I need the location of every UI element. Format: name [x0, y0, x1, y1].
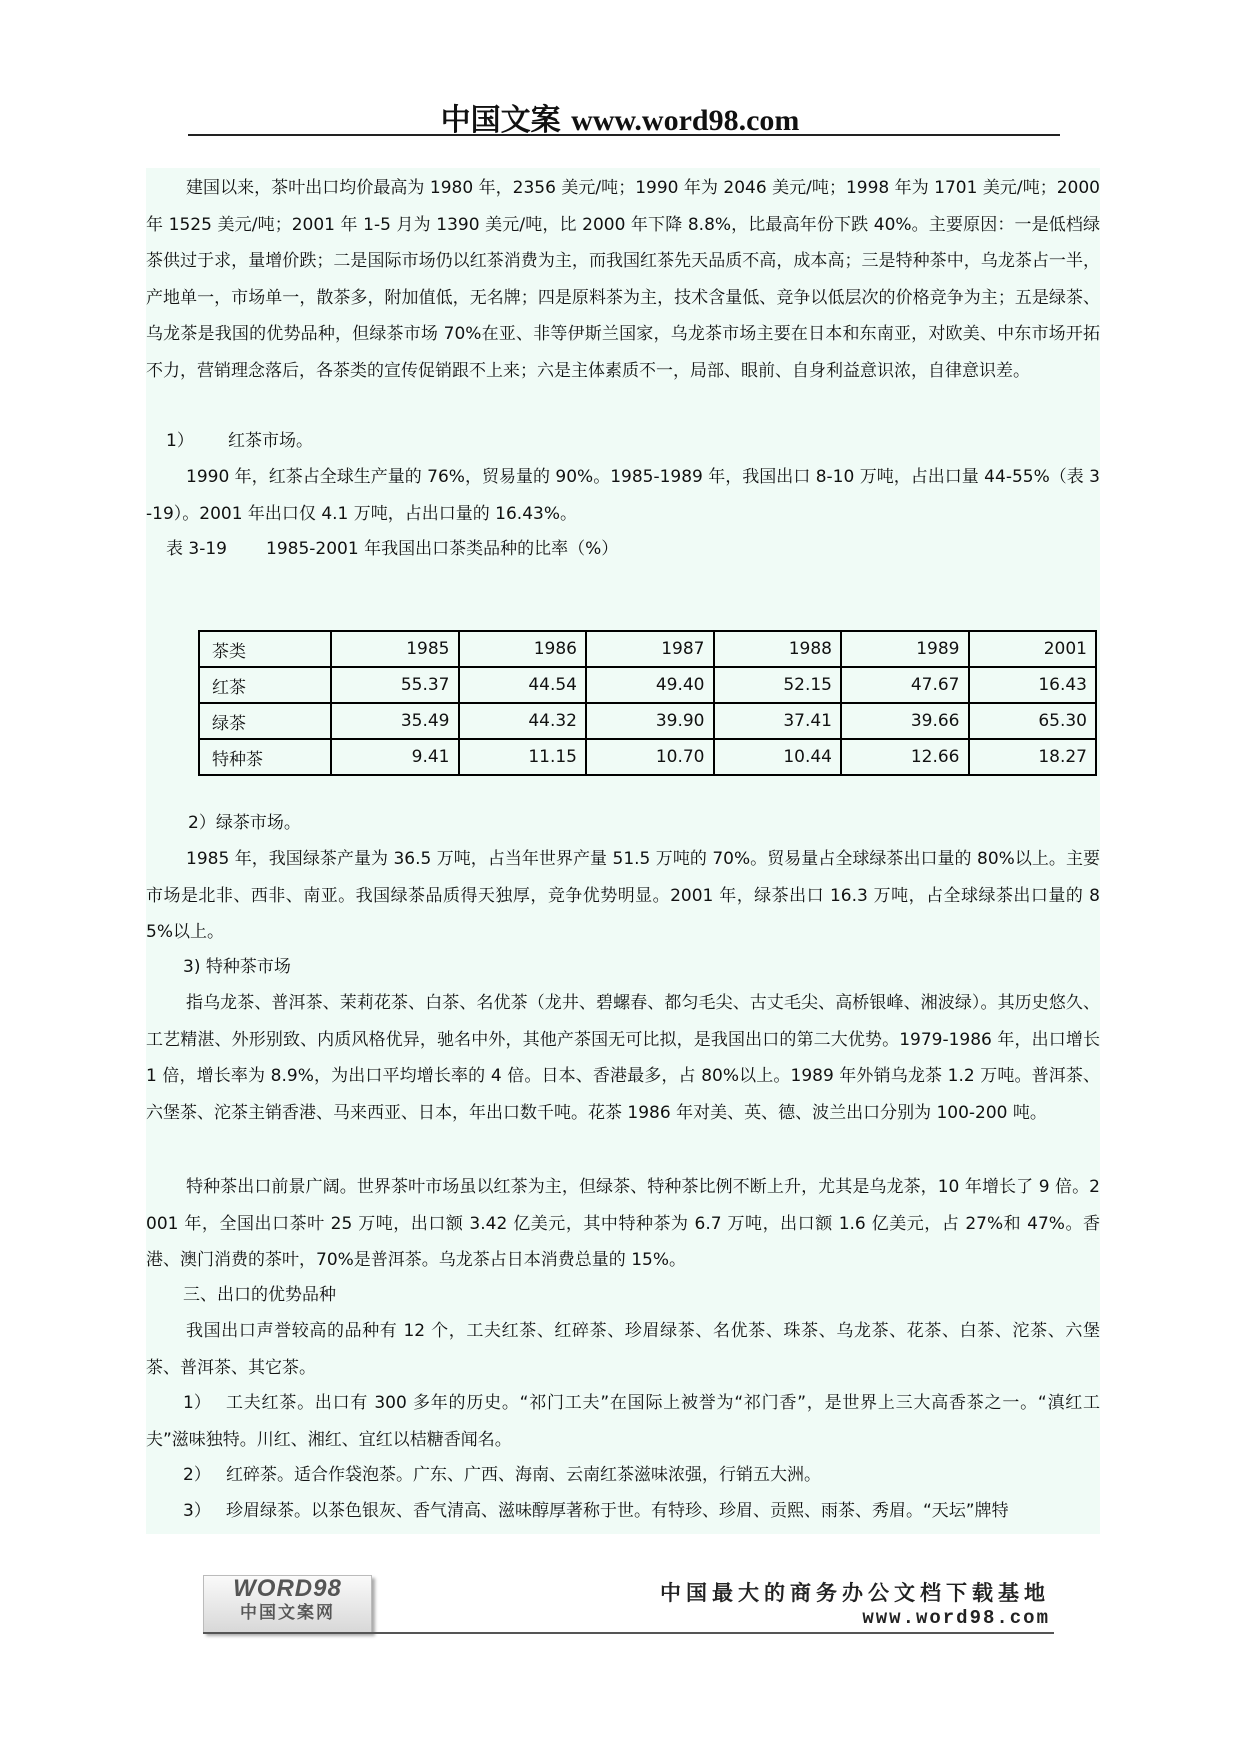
table-header-cell: 1985: [331, 631, 459, 667]
paragraph-gongfu-black-tea: 工夫红茶。出口有 300 多年的历史。“祁门工夫”在国际上被誉为“祁门香”，是世界上三大高香茶之一。“滇红工夫”滋味独特。川红、湘红、宜红以桔糖香闻名。: [146, 1393, 1100, 1450]
table-caption-number: 表 3-19: [166, 539, 227, 559]
logo-word: WORD98: [233, 1575, 342, 1602]
table-cell: 12.66: [841, 739, 969, 775]
table-cell: 52.15: [714, 667, 842, 703]
table-header-cell: 1989: [841, 631, 969, 667]
logo-name: 中国文案网: [240, 1603, 335, 1623]
table-caption: 1985-2001 年我国出口茶类品种的比率（%）: [266, 539, 619, 559]
footer-divider: [203, 1632, 1054, 1634]
table-cell: 特种茶: [199, 739, 331, 775]
document-content: [146, 168, 1100, 1534]
paragraph-export-price: 建国以来，茶叶出口均价最高为 1980 年，2356 美元/吨；1990 年为 2046 美元/吨；1998 年为 1701 美元/吨；2000 年 1525 美元/吨；2001 年 1-5 月为 1390 美元/吨，比 2000 年下降 8.8%，比最高年份下跌 40%。主要原因：一是低档绿茶供过于求，量增价跌；二是国际市场仍以红茶消费为主，而我国红茶先天品质不高，成本高；三是特种茶中，乌龙茶占一半，产地单一，市场单一，散茶多，附加值低，无名牌；四是原料茶为主，技术含量低、竞争以低层次的价格竞争为主；五是绿茶、乌龙茶是我国的优势品种，但绿茶市场 70%在亚、非等伊斯兰国家，乌龙茶市场主要在日本和东南亚，对欧美、中东市场开拓不力，营销理念落后，各茶类的宣传促销跟不上来；六是主体素质不一，局部、眼前、自身利益意识浓，自律意识差。: [146, 178, 1100, 381]
item-number: 1）: [183, 1393, 211, 1413]
table-cell: 9.41: [331, 739, 459, 775]
word98-logo[interactable]: [203, 1575, 372, 1633]
table-row: [199, 739, 1096, 775]
table-header-cell: 2001: [969, 631, 1097, 667]
table-cell: 37.41: [714, 703, 842, 739]
table-cell: 35.49: [331, 703, 459, 739]
table-cell: 11.15: [459, 739, 587, 775]
page-header-title: [0, 95, 1240, 139]
footer-slogan: 中国最大的商务办公文档下载基地: [660, 1580, 1050, 1605]
header-title-url[interactable]: www.word98.com: [571, 104, 800, 137]
heading-specialty-tea: 3) 特种茶市场: [183, 957, 291, 977]
table-cell: 65.30: [969, 703, 1097, 739]
item-number: 2）: [183, 1465, 211, 1485]
footer-url[interactable]: www.word98.com: [862, 1607, 1050, 1629]
paragraph-specialty-tea: 指乌龙茶、普洱茶、茉莉花茶、白茶、名优茶（龙井、碧螺春、都匀毛尖、古丈毛尖、高桥银峰、湘波绿）。其历史悠久、工艺精湛、外形别致、内质风格优异，驰名中外，其他产茶国无可比拟，是我国出口的第二大优势。1979-1986 年，出口增长 1 倍，增长率为 8.9%，为出口平均增长率的 4 倍。日本、香港最多，占 80%以上。1989 年外销乌龙茶 1.2 万吨。普洱茶、六堡茶、沱茶主销香港、马来西亚、日本，年出口数千吨。花茶 1986 年对美、英、德、波兰出口分别为 100-200 吨。: [146, 993, 1100, 1123]
table-header-cell: 1987: [586, 631, 714, 667]
table-cell: 绿茶: [199, 703, 331, 739]
table-cell: 10.44: [714, 739, 842, 775]
paragraph-black-tea: 1990 年，红茶占全球生产量的 76%，贸易量的 90%。1985-1989 年，我国出口 8-10 万吨，占出口量 44-55%（表 3-19）。2001 年出口仅 4.1 万吨，占出口量的 16.43%。: [146, 467, 1100, 524]
table-cell: 47.67: [841, 667, 969, 703]
table-cell: 39.90: [586, 703, 714, 739]
paragraph-varieties: 我国出口声誉较高的品种有 12 个，工夫红茶、红碎茶、珍眉绿茶、名优茶、珠茶、乌龙茶、花茶、白茶、沱茶、六堡茶、普洱茶、其它茶。: [146, 1321, 1100, 1378]
table-cell: 10.70: [586, 739, 714, 775]
header-title-cn: 中国文案: [440, 103, 561, 138]
table-header-cell: 1988: [714, 631, 842, 667]
paragraph-green-tea: 1985 年，我国绿茶产量为 36.5 万吨，占当年世界产量 51.5 万吨的 70%。贸易量占全球绿茶出口量的 80%以上。主要市场是北非、西非、南亚。我国绿茶品质得天独厚，竞争优势明显。2001 年，绿茶出口 16.3 万吨，占全球绿茶出口量的 85%以上。: [146, 849, 1100, 942]
header-divider: [188, 134, 1060, 136]
table-header-row: [199, 631, 1096, 667]
table-row: [199, 703, 1096, 739]
heading-black-tea: 红茶市场。: [228, 431, 313, 451]
tea-export-ratio-table: [198, 630, 1097, 776]
table-header-cell: 茶类: [199, 631, 331, 667]
table-cell: 18.27: [969, 739, 1097, 775]
table-cell: 44.32: [459, 703, 587, 739]
table-cell: 44.54: [459, 667, 587, 703]
heading-advantage-varieties: 三、出口的优势品种: [183, 1285, 336, 1305]
table-cell: 16.43: [969, 667, 1097, 703]
table-row: [199, 667, 1096, 703]
heading-green-tea: 2）绿茶市场。: [188, 813, 301, 833]
table-cell: 39.66: [841, 703, 969, 739]
table-cell: 55.37: [331, 667, 459, 703]
paragraph-broken-black-tea: 红碎茶。适合作袋泡茶。广东、广西、海南、云南红茶滋味浓强，行销五大洲。: [226, 1465, 821, 1485]
table-cell: 红茶: [199, 667, 331, 703]
heading-black-tea-number: 1）: [166, 431, 194, 451]
paragraph-zhenmei-green-tea: 珍眉绿茶。以茶色银灰、香气清高、滋味醇厚著称于世。有特珍、珍眉、贡熙、雨茶、秀眉。“天坛”牌特: [226, 1501, 1009, 1521]
table-header-cell: 1986: [459, 631, 587, 667]
item-number: 3）: [183, 1501, 211, 1521]
paragraph-specialty-outlook: 特种茶出口前景广阔。世界茶叶市场虽以红茶为主，但绿茶、特种茶比例不断上升，尤其是乌龙茶，10 年增长了 9 倍。2001 年，全国出口茶叶 25 万吨，出口额 3.42 亿美元，其中特种茶为 6.7 万吨，出口额 1.6 亿美元，占 27%和 47%。香港、澳门消费的茶叶，70%是普洱茶。乌龙茶占日本消费总量的 15%。: [146, 1177, 1100, 1270]
table-cell: 49.40: [586, 667, 714, 703]
